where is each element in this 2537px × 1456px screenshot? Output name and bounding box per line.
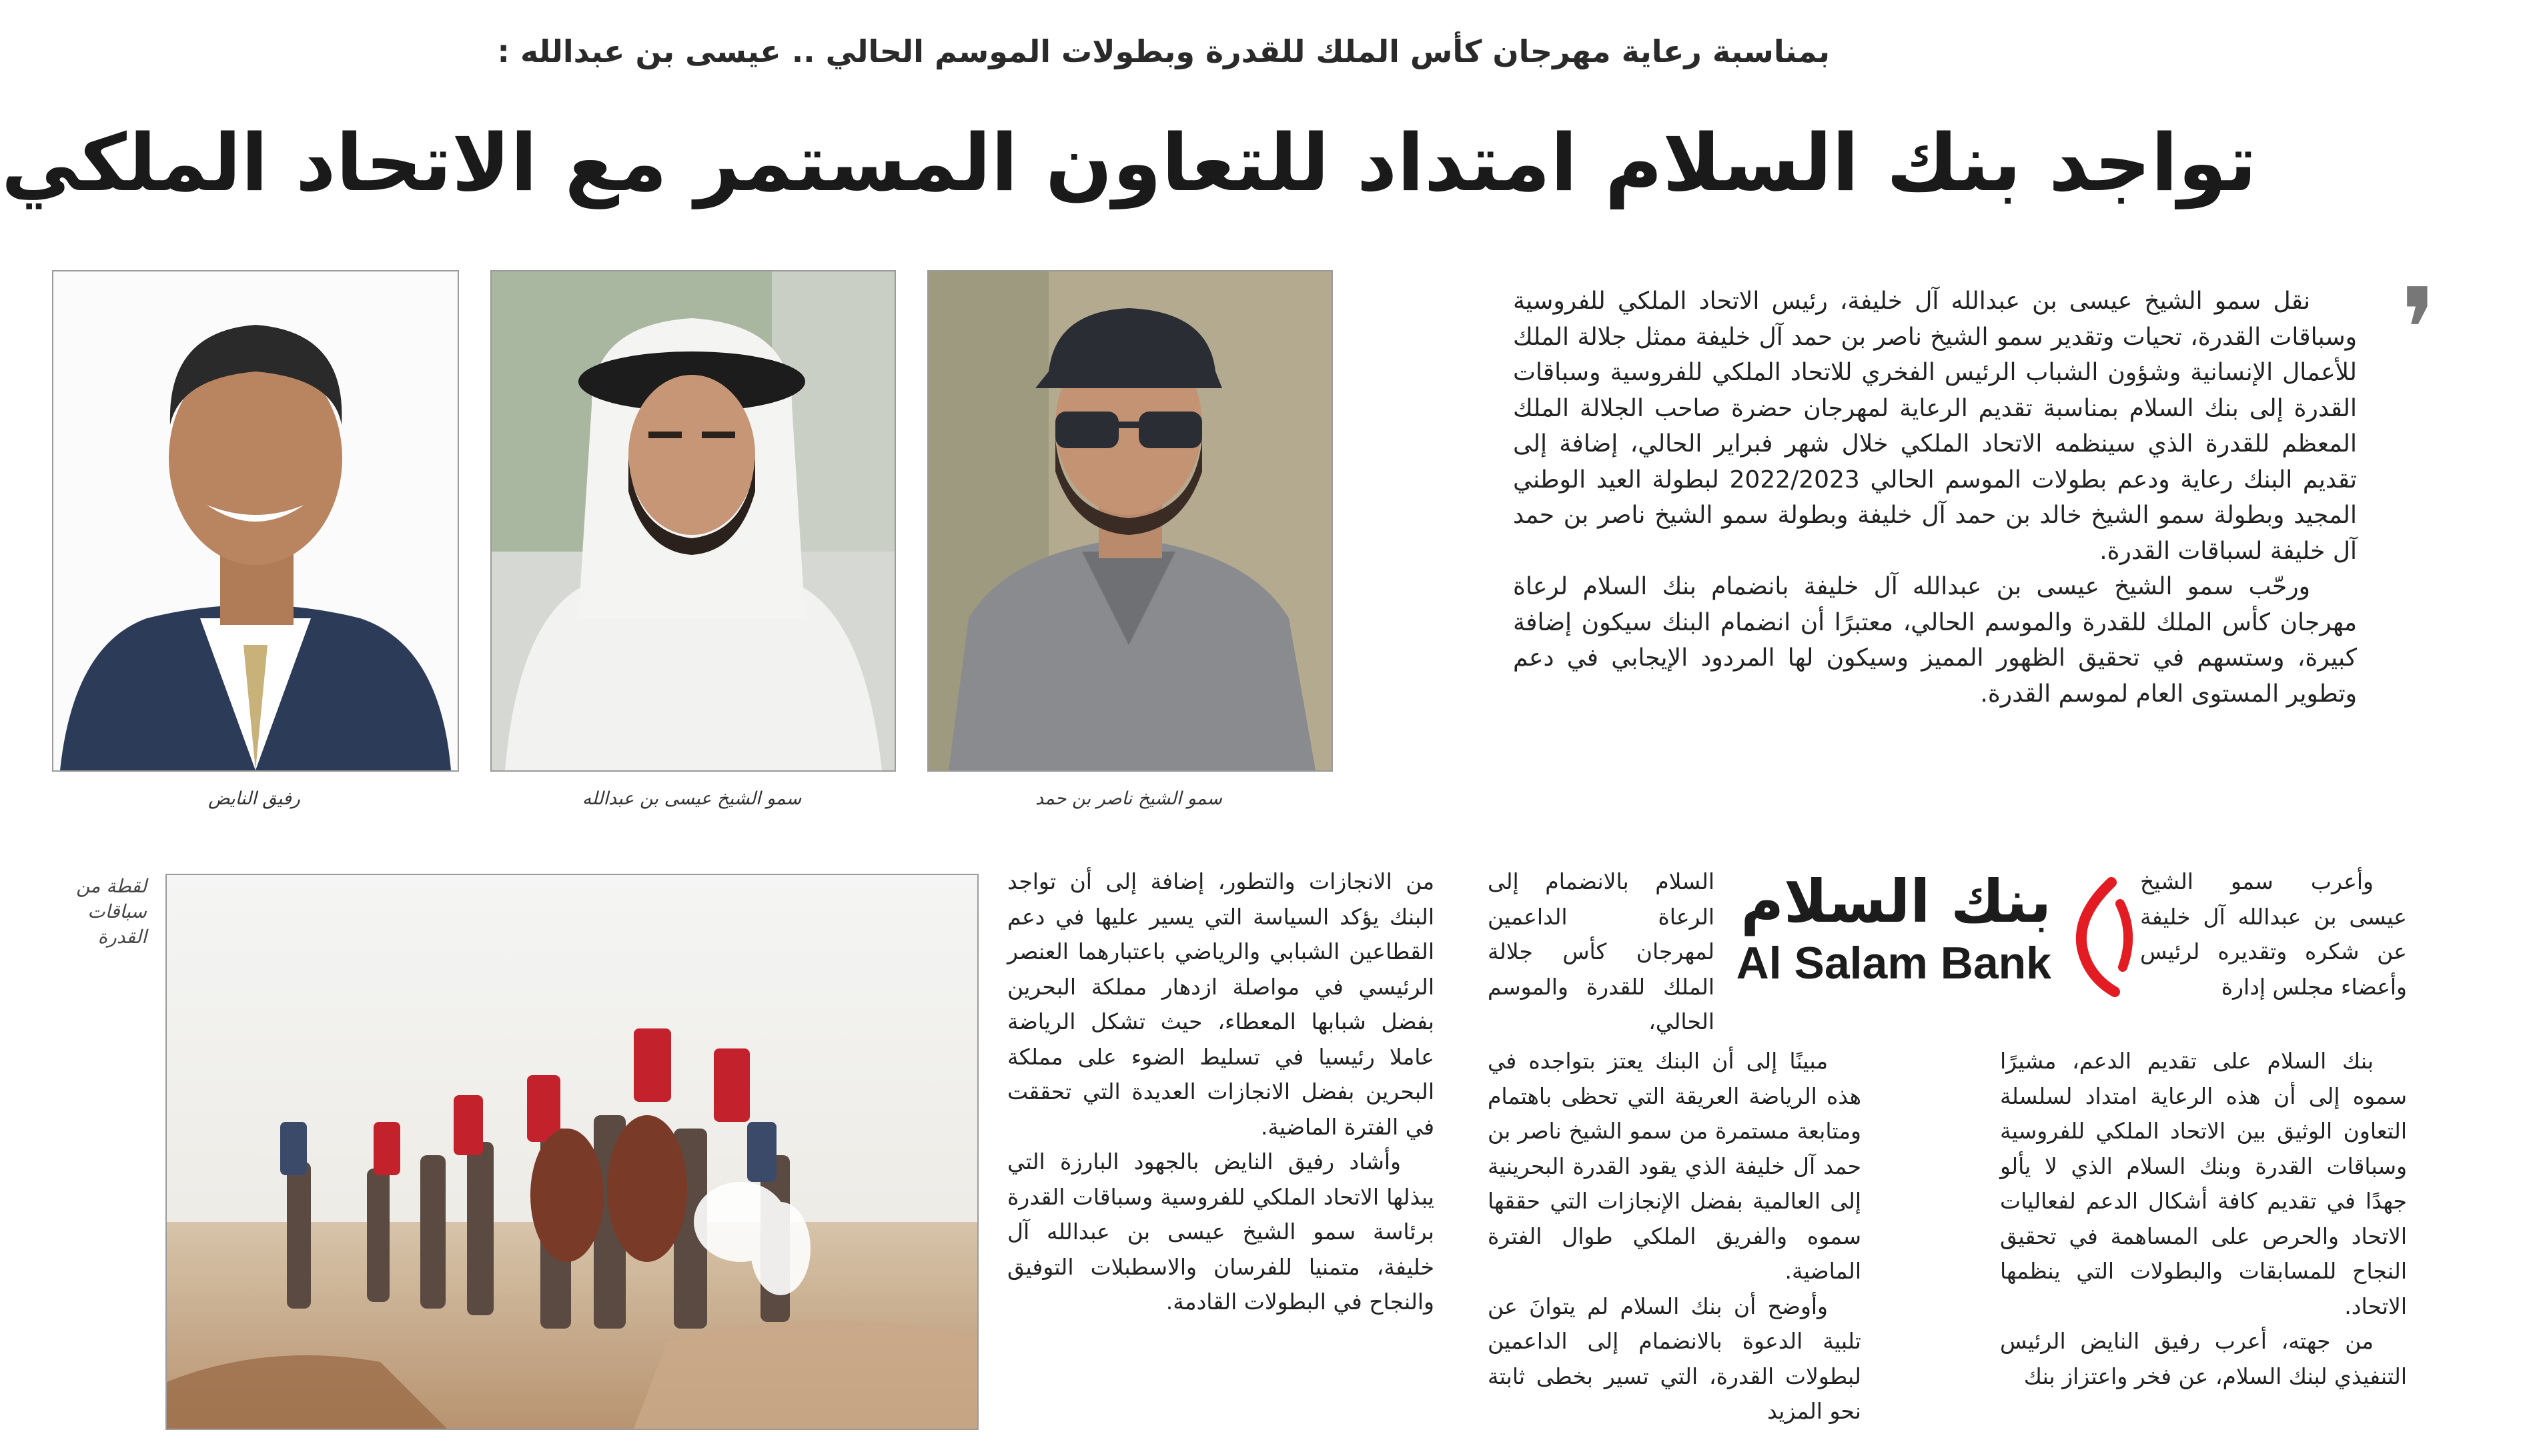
column-3 [1007, 864, 1434, 1320]
headline: تواجد بنك السلام امتداد للتعاون المستمر مع الاتحاد الملكي [1, 117, 2257, 209]
column-1 [2000, 1044, 2407, 1394]
caption-isa: سمو الشيخ عيسى بن عبدالله [582, 788, 802, 809]
caption-nasser: سمو الشيخ ناصر بن حمد [1035, 788, 1222, 809]
portrait-isa-illustration [492, 271, 895, 770]
lead-text [1513, 283, 2357, 712]
column-2-top-text: السلام بالانضمام إلى الرعاة الداعمين لمهرجان كأس جلالة الملك للقدرة والموسم الحالي، [1488, 868, 1714, 1034]
column-1-paragraph-1: بنك السلام على تقديم الدعم، مشيرًا سموه إلى أن هذه الرعاية امتداد لسلسلة التعاون الوثيق بين الاتحاد الملكي للفروسية وسباقات القدرة وبنك السلام الذي لا يألو جهدًا في تقديم كافة أشكال الدعم لفعاليات الاتحاد والحرص على المساهمة في تحقيق النجاح للمسابقات والبطولات التي ينظمها الاتحاد. [2000, 1048, 2407, 1319]
portrait-rafiq-illustration [53, 271, 458, 770]
column-3-paragraph-1: من الانجازات والتطور، إضافة إلى أن تواجد البنك يؤكد السياسة التي يسير عليها في دعم القطاعين الشبابي والرياضي باعتبارهما العنصر الرئيسي في مواصلة ازدهار مملكة البحرين بفضل شبابها المعطاء، حيث تشكل الرياضة عاملا رئيسيا في تسليط الضوء على مملكة البحرين بفضل الانجازات العديدة التي تحققت في الفترة الماضية. [1007, 868, 1434, 1140]
logo-arabic-text: بنك السلام [1740, 867, 2051, 936]
caption-rafiq: رفيق النايض [208, 788, 300, 809]
logo-english-text: Al Salam Bank [1736, 938, 2051, 988]
al-salam-bank-emblem-icon [2068, 877, 2141, 997]
column-2-paragraph-1: مبينًا إلى أن البنك يعتز بتواجده في هذه الرياضة العريقة التي تحظى باهتمام ومتابعة مستمرة من سمو الشيخ ناصر بن حمد آل خليفة الذي يقود القدرة البحرينية إلى العالمية بفضل الإنجازات التي حققها سموه والفريق الملكي طوال الفترة الماضية. [1488, 1048, 1861, 1284]
al-salam-bank-logo [1736, 867, 2141, 1004]
column-2-paragraph-2: وأوضح أن بنك السلام لم يتوانَ عن تلبية الدعوة بالانضمام إلى الداعمين لبطولات القدرة، التي تسير بخطى ثابتة نحو المزيد [1488, 1293, 1861, 1424]
endurance-race-illustration [167, 875, 977, 1429]
photo-rafiq [52, 270, 459, 772]
portrait-nasser-illustration [929, 271, 1332, 770]
quote-mark: ❜ [2400, 264, 2437, 396]
lead-paragraph-1: نقل سمو الشيخ عيسى بن عبدالله آل خليفة، رئيس الاتحاد الملكي للفروسية وسباقات القدرة، تحيات وتقدير سمو الشيخ ناصر بن حمد آل خليفة ممثل جلالة الملك للأعمال الإنسانية وشؤون الشباب الرئيس الفخري للاتحاد الملكي للفروسية وسباقات القدرة إلى بنك السلام بمناسبة تقديم الرعاية لمهرجان حضرة صاحب الجلالة الملك المعظم للقدرة الذي سينظمه الاتحاد الملكي خلال شهر فبراير الحالي، إضافة إلى تقديم البنك رعاية ودعم بطولات الموسم الحالي 2022/2023 لبطولة العيد الوطني المجيد وبطولة سمو الشيخ خالد بن حمد آل خليفة وبطولة سمو الشيخ ناصر بن حمد آل خليفة لسباقات القدرة. [1513, 287, 2357, 565]
photo-isa [490, 270, 896, 772]
column-2 [1488, 1044, 1861, 1429]
column-2-top [1488, 864, 1714, 1040]
photo-endurance-race [165, 874, 979, 1430]
lead-paragraph-2: ورحّب سمو الشيخ عيسى بن عبدالله آل خليفة بانضمام بنك السلام لرعاة مهرجان كأس الملك للقدرة والموسم الحالي، معتبرًا أن انضمام البنك سيكون إضافة كبيرة، وستسهم في تحقيق الظهور المميز وسيكون لها المردود الإيجابي في دعم وتطوير المستوى العام لموسم القدرة. [1513, 573, 2357, 708]
photo-nasser [927, 270, 1333, 772]
column-1-top [2140, 864, 2407, 1004]
column-3-paragraph-2: وأشاد رفيق النايض بالجهود البارزة التي يبذلها الاتحاد الملكي للفروسية وسباقات القدرة برئاسة سمو الشيخ عيسى بن عبدالله آل خليفة، متمنيا للفرسان والاسطبلات التوفيق والنجاح في البطولات القادمة. [1007, 1149, 1434, 1315]
column-1-paragraph-2: من جهته، أعرب رفيق النايض الرئيس التنفيذي لبنك السلام، عن فخر واعتزاز بنك [2000, 1328, 2407, 1389]
caption-race: لقطة من سباقات القدرة [76, 875, 147, 948]
column-1-top-text: وأعرب سمو الشيخ عيسى بن عبدالله آل خليفة عن شكره وتقديره لرئيس وأعضاء مجلس إدارة [2140, 868, 2407, 1000]
kicker: بمناسبة رعاية مهرجان كأس الملك للقدرة وبطولات الموسم الحالي .. عيسى بن عبدالله : [497, 33, 1830, 69]
